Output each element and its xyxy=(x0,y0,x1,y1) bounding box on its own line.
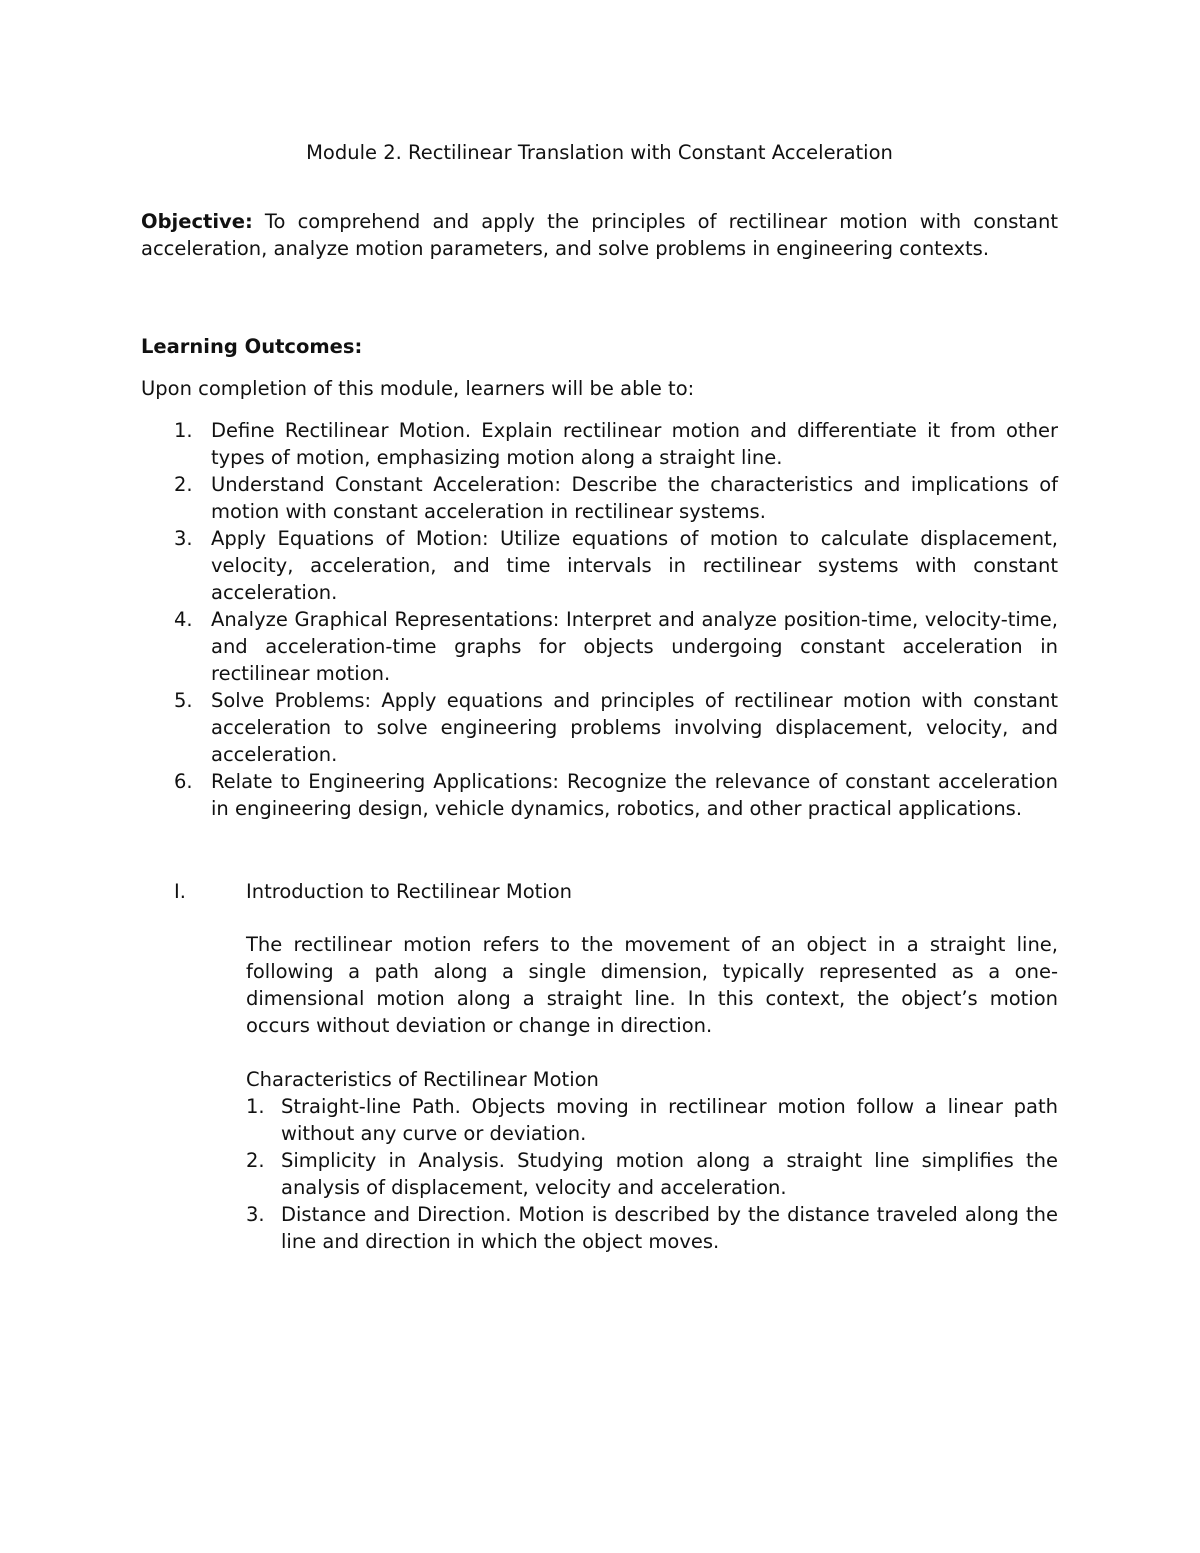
list-item-number: 3. xyxy=(174,527,193,550)
list-item xyxy=(141,606,1058,687)
learning-outcomes-intro: Upon completion of this module, learners will be able to: xyxy=(141,377,695,400)
list-item-text: Understand Constant Acceleration: Describe the characteristics and implications of motion with constant acceleration in rectilinear systems. xyxy=(211,473,1058,523)
list-item xyxy=(141,417,1058,471)
objective-label: Objective: xyxy=(141,210,253,233)
learning-outcomes-heading: Learning Outcomes: xyxy=(141,335,363,358)
list-item-number: 1. xyxy=(174,419,193,442)
list-item-number: 4. xyxy=(174,608,193,631)
list-item xyxy=(246,1147,1058,1201)
list-item-text: Simplicity in Analysis. Studying motion along a straight line simplifies the analysis of displacement, velocity and acceleration. xyxy=(281,1149,1058,1199)
objective-paragraph xyxy=(141,208,1058,262)
list-item-number: 6. xyxy=(174,770,193,793)
list-item-text: Solve Problems: Apply equations and principles of rectilinear motion with constant acceleration to solve engineering problems involving displacement, velocity, and acceleration. xyxy=(211,689,1058,766)
characteristics-heading: Characteristics of Rectilinear Motion xyxy=(246,1068,599,1091)
list-item xyxy=(141,471,1058,525)
document-content xyxy=(141,138,1058,1255)
list-item-number: 2. xyxy=(174,473,193,496)
list-item-text: Straight-line Path. Objects moving in rectilinear motion follow a linear path without any curve or deviation. xyxy=(281,1095,1058,1145)
characteristics-list xyxy=(246,1093,1058,1255)
list-item-number: 1. xyxy=(246,1095,265,1118)
list-item-text: Relate to Engineering Applications: Recognize the relevance of constant acceleration in engineering design, vehicle dynamics, robotics, and other practical applications. xyxy=(211,770,1058,820)
list-item xyxy=(141,525,1058,606)
list-item xyxy=(246,1093,1058,1147)
objective-text: To comprehend and apply the principles of rectilinear motion with constant acceleration, analyze motion parameters, and solve problems in engineering contexts. xyxy=(141,210,1058,260)
page-title: Module 2. Rectilinear Translation with Constant Acceleration xyxy=(306,141,893,164)
list-item-text: Distance and Direction. Motion is described by the distance traveled along the line and direction in which the object moves. xyxy=(281,1203,1058,1253)
learning-outcomes-list xyxy=(141,417,1058,822)
list-item-number: 5. xyxy=(174,689,193,712)
section-number: I. xyxy=(174,880,186,903)
list-item xyxy=(246,1201,1058,1255)
list-item-text: Define Rectilinear Motion. Explain rectilinear motion and differentiate it from other types of motion, emphasizing motion along a straight line. xyxy=(211,419,1058,469)
section-introduction xyxy=(141,878,1058,1255)
list-item-number: 2. xyxy=(246,1149,265,1172)
list-item-text: Analyze Graphical Representations: Interpret and analyze position-time, velocity-time, and acceleration-time graphs for objects undergoing constant acceleration in rectilinear motion. xyxy=(211,608,1058,685)
list-item xyxy=(141,687,1058,768)
section-title: Introduction to Rectilinear Motion xyxy=(246,880,572,903)
list-item xyxy=(141,768,1058,822)
list-item-text: Apply Equations of Motion: Utilize equations of motion to calculate displacement, velocity, acceleration, and time intervals in rectilinear systems with constant acceleration. xyxy=(211,527,1058,604)
list-item-number: 3. xyxy=(246,1203,265,1226)
section-paragraph: The rectilinear motion refers to the movement of an object in a straight line, following a path along a single dimension, typically represented as a one-dimensional motion along a straight line. In this context, the object’s motion occurs without deviation or change in direction. xyxy=(246,933,1058,1037)
